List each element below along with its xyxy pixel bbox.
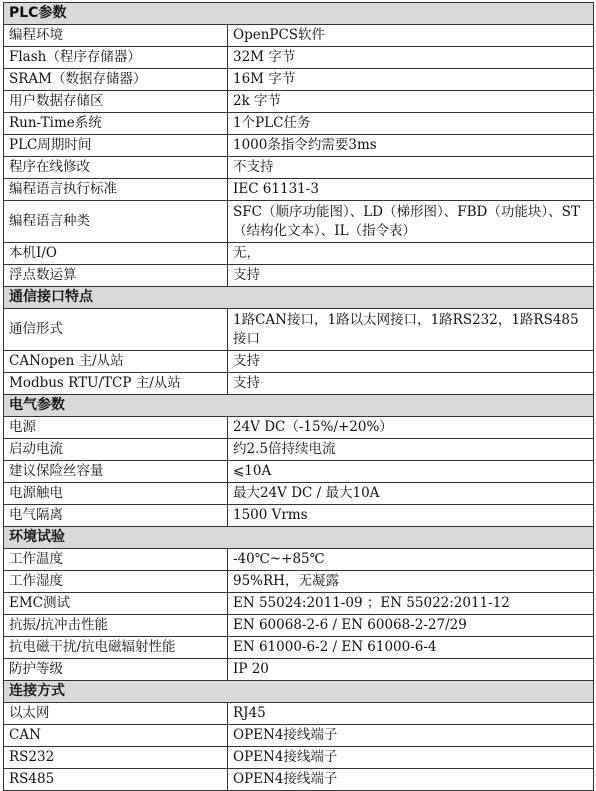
table-row [4,747,594,769]
row-value: IP 20 [228,659,594,681]
row-value: OPEN4接线端子 [228,747,594,769]
row-value: OPEN4接线端子 [228,725,594,747]
table-row [4,615,594,637]
row-value: 1路CAN接口，1路以太网接口，1路RS232，1路RS485接口 [228,309,594,351]
row-value: 支持 [228,351,594,373]
row-label: 防护等级 [4,659,228,681]
row-label: SRAM（数据存储器） [4,69,228,91]
row-label: 电源 [4,417,228,439]
table-row [4,135,594,157]
row-label: 编程环境 [4,25,228,47]
section-header-plc [4,3,594,25]
row-label: 工作湿度 [4,571,228,593]
row-value: 16M 字节 [228,69,594,91]
table-row [4,69,594,91]
table-row [4,703,594,725]
row-label: 程序在线修改 [4,157,228,179]
table-row [4,157,594,179]
row-value: 95%RH，无凝露 [228,571,594,593]
row-label: PLC周期时间 [4,135,228,157]
table-row [4,373,594,395]
row-value: 24V DC（-15%/+20%） [228,417,594,439]
row-label: Modbus RTU/TCP 主/从站 [4,373,228,395]
row-label: 抗振/抗冲击性能 [4,615,228,637]
row-label: 建议保险丝容量 [4,461,228,483]
table-row [4,725,594,747]
row-value: 2k 字节 [228,91,594,113]
row-label: Flash（程序存储器） [4,47,228,69]
row-value: ⩽10A [228,461,594,483]
row-value: -40℃~+85℃ [228,549,594,571]
row-label: 本机I/O [4,243,228,265]
row-label: 通信形式 [4,309,228,351]
row-label: CANopen 主/从站 [4,351,228,373]
section-title: 通信接口特点 [4,287,594,309]
table-row [4,179,594,201]
table-row [4,637,594,659]
row-value: EN 61000-6-2 / EN 61000-6-4 [228,637,594,659]
row-value: 1个PLC任务 [228,113,594,135]
table-row [4,25,594,47]
row-value: 最大24V DC / 最大10A [228,483,594,505]
table-row [4,309,594,351]
table-row [4,505,594,527]
section-header-comm [4,287,594,309]
row-label: 启动电流 [4,439,228,461]
table-row [4,483,594,505]
row-label: 用户数据存储区 [4,91,228,113]
row-value: 1500 Vrms [228,505,594,527]
row-label: RS232 [4,747,228,769]
row-value: SFC（顺序功能图）、LD（梯形图）、FBD（功能块）、ST（结构化文本）、IL（指令表） [228,201,594,243]
row-value: EN 55024:2011-09 ；EN 55022:2011-12 [228,593,594,615]
section-header-env [4,527,594,549]
row-label: RS485 [4,769,228,791]
row-label: 电源触电 [4,483,228,505]
row-label: 电气隔离 [4,505,228,527]
row-label: 抗电磁干扰/抗电磁辐射性能 [4,637,228,659]
row-value: 不支持 [228,157,594,179]
section-header-elec [4,395,594,417]
table-row [4,351,594,373]
table-row [4,461,594,483]
row-value: OPEN4接线端子 [228,769,594,791]
table-row [4,659,594,681]
table-row [4,201,594,243]
table-row [4,549,594,571]
row-value [228,25,594,47]
section-title: 电气参数 [4,395,594,417]
section-header-conn [4,681,594,703]
row-value: 1000条指令约需要3ms [228,135,594,157]
table-row [4,417,594,439]
spec-table [3,2,594,791]
table-row [4,265,594,287]
table-row [4,91,594,113]
row-label: 工作温度 [4,549,228,571]
section-title: 环境试验 [4,527,594,549]
table-row [4,571,594,593]
row-value: 支持 [228,373,594,395]
table-row [4,113,594,135]
row-label: EMC测试 [4,593,228,615]
table-row [4,593,594,615]
table-row [4,769,594,791]
section-title: 连接方式 [4,681,594,703]
table-row [4,439,594,461]
table-row [4,243,594,265]
row-value: RJ45 [228,703,594,725]
table-row [4,47,594,69]
row-label: CAN [4,725,228,747]
row-value-text: OpenPCS软件 [233,27,326,43]
row-label: 浮点数运算 [4,265,228,287]
row-label: 编程语言执行标准 [4,179,228,201]
row-value: 32M 字节 [228,47,594,69]
row-value: EN 60068-2-6 / EN 60068-2-27/29 [228,615,594,637]
row-label: 编程语言种类 [4,201,228,243]
row-value: 约2.5倍持续电流 [228,439,594,461]
spec-table-body [4,3,594,791]
row-value: 支持 [228,265,594,287]
row-value: IEC 61131-3 [228,179,594,201]
row-value: 无， [228,243,594,265]
section-title: PLC参数 [4,3,594,25]
row-label: Run-Time系统 [4,113,228,135]
row-label: 以太网 [4,703,228,725]
